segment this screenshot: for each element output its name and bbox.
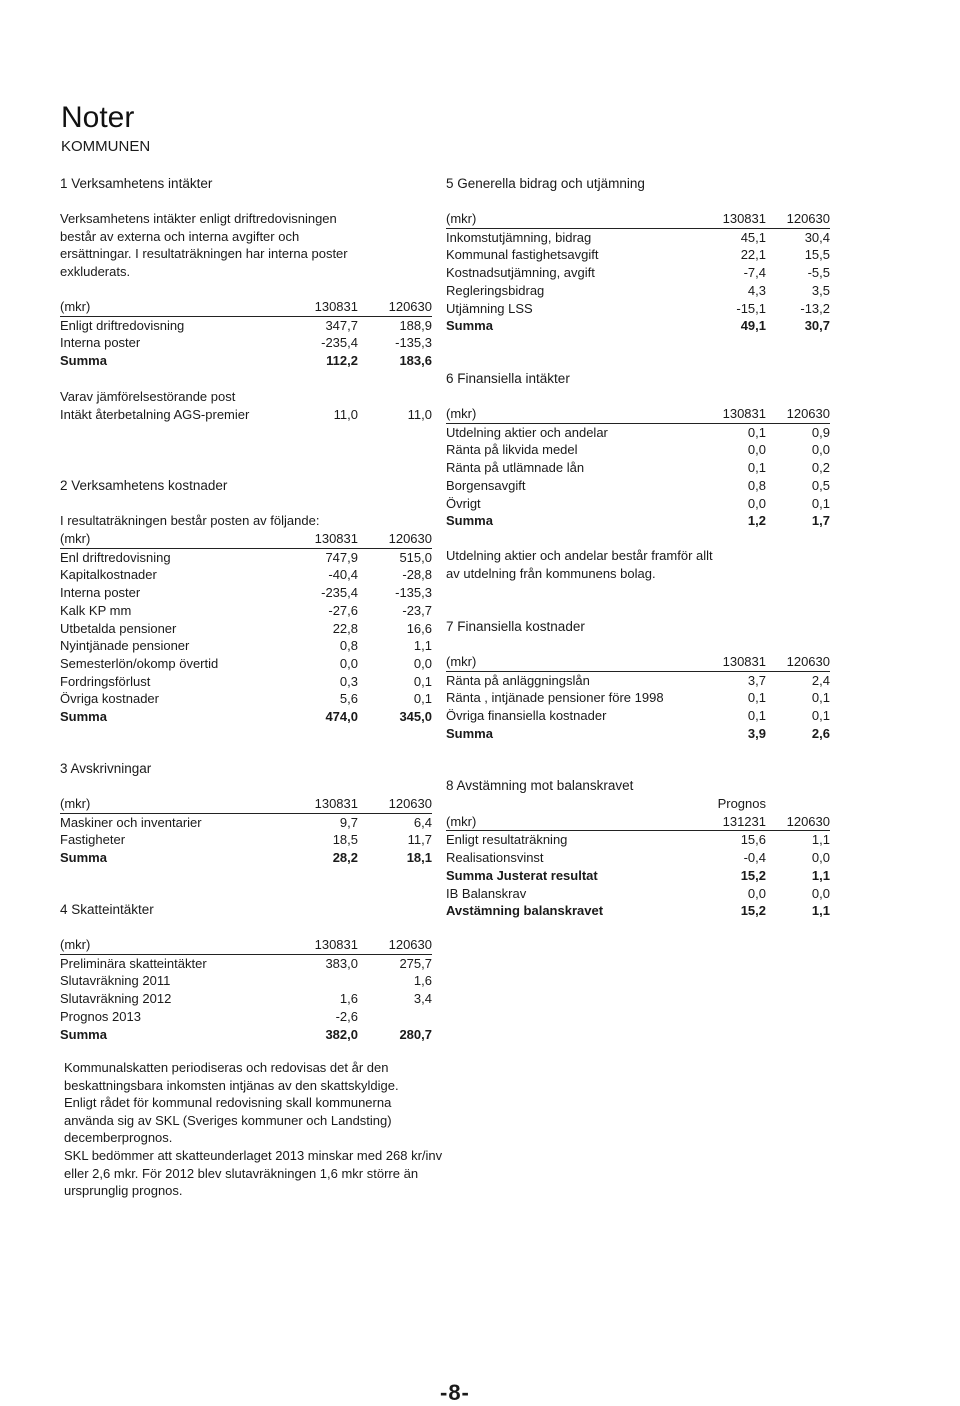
row-label: Kalk KP mm — [60, 602, 132, 618]
intro-line: exkluderats. — [60, 264, 131, 280]
row-value-1: 15,6 — [740, 832, 766, 848]
summa-label: Summa — [60, 709, 107, 725]
prognos-label: Prognos — [717, 796, 766, 811]
row-value-1: -2,6 — [335, 1008, 358, 1024]
row-value-1: 0,0 — [747, 495, 766, 511]
row-label: Enligt driftredovisning — [60, 317, 185, 333]
row-value-1: 347,7 — [325, 317, 358, 333]
row-value-2: 3,4 — [413, 991, 432, 1007]
table-header — [446, 405, 830, 423]
row-label: Ränta på utlämnade lån — [446, 460, 585, 476]
header-col-2: 120630 — [358, 530, 432, 548]
empty-cell — [766, 795, 830, 813]
row-value-2: 11,0 — [407, 406, 432, 422]
table-pre-header — [446, 795, 830, 813]
note-4 — [60, 901, 432, 919]
row-label: Utbetalda pensioner — [60, 620, 177, 636]
note-3-heading: 3 Avskrivningar — [60, 761, 152, 776]
row-value-1: -0,4 — [743, 850, 766, 866]
header-unit: (mkr) — [446, 813, 702, 831]
intro-line: består av externa och interna avgifter och — [60, 228, 300, 244]
header-col-2: 120630 — [358, 936, 432, 954]
note-3 — [60, 760, 432, 778]
row-label: Övrigt — [446, 495, 481, 511]
page-number: -8- — [440, 1380, 470, 1405]
note-8 — [446, 777, 830, 795]
row-label: Ränta , intjänade pensioner före 1998 — [446, 690, 664, 706]
row-label: Semesterlön/okomp övertid — [60, 655, 219, 671]
table-row — [446, 671, 830, 689]
summa-value-2: 345,0 — [399, 709, 432, 725]
row-value-1: 5,6 — [339, 691, 358, 707]
summa-value-1: 1,2 — [747, 513, 766, 529]
row-value-2: 1,6 — [413, 973, 432, 989]
intro-line: ersättningar. I resultaträkningen har interna poster — [60, 246, 348, 262]
summa-value-1: 382,0 — [325, 1026, 358, 1042]
table-row — [446, 902, 830, 920]
summa-value-2: 280,7 — [399, 1026, 432, 1042]
row-value-2: -23,7 — [402, 602, 432, 618]
row-value-1: 1,6 — [339, 991, 358, 1007]
row-value-1: -7,4 — [743, 265, 766, 281]
note-3-table — [60, 795, 432, 867]
row-value-1: 11,0 — [333, 406, 358, 422]
header-col-2: 120630 — [766, 813, 830, 831]
note-8-table — [446, 795, 830, 920]
row-label: Summa Justerat resultat — [446, 867, 598, 883]
row-label: Utdelning aktier och andelar — [446, 424, 608, 440]
row-value-2: 0,1 — [811, 690, 830, 706]
row-value-2: 0,1 — [413, 691, 432, 707]
summa-label: Summa — [60, 850, 107, 866]
row-value-2: 3,5 — [811, 282, 830, 298]
row-value-2: 16,6 — [406, 620, 432, 636]
table-row — [446, 831, 830, 849]
note-2-table — [60, 530, 432, 726]
row-value-1: 15,2 — [740, 903, 766, 919]
table-row — [446, 282, 830, 300]
table-row — [446, 441, 830, 459]
header-col-2: 120630 — [766, 405, 830, 423]
note-7 — [446, 618, 830, 636]
row-label: Slutavräkning 2012 — [60, 991, 172, 1007]
row-label: Ränta på anläggningslån — [446, 672, 590, 688]
note-line: av utdelning från kommunens bolag. — [446, 565, 656, 581]
row-value-1: 0,0 — [747, 885, 766, 901]
row-value-2: 1,1 — [811, 867, 830, 883]
note-1 — [60, 175, 432, 193]
row-label: Nyintjänade pensioner — [60, 638, 190, 654]
table-row — [446, 477, 830, 495]
table-row — [60, 972, 432, 990]
note-8-heading: 8 Avstämning mot balanskravet — [446, 778, 634, 793]
row-label: Ränta på likvida medel — [446, 442, 578, 458]
row-value-2: 2,4 — [811, 672, 830, 688]
row-value-2: 0,1 — [811, 708, 830, 724]
note-5-table — [446, 210, 830, 335]
note-2-heading: 2 Verksamhetens kostnader — [60, 478, 228, 493]
row-value-2: 0,0 — [811, 850, 830, 866]
row-value-2: 275,7 — [399, 955, 432, 971]
row-label: Fastigheter — [60, 832, 126, 848]
row-label: Prognos 2013 — [60, 1008, 141, 1024]
row-value-2: 0,9 — [811, 424, 830, 440]
summa-value-2: 1,7 — [811, 513, 830, 529]
table-header — [60, 530, 432, 548]
row-label: Slutavräkning 2011 — [60, 973, 171, 989]
intro-line: Verksamhetens intäkter enligt driftredovisningen — [60, 211, 337, 226]
note-4-heading: 4 Skatteintäkter — [60, 902, 154, 917]
row-label: Maskiner och inventarier — [60, 814, 202, 830]
note-4-table — [60, 936, 432, 1043]
table-row — [60, 655, 432, 673]
summa-row — [446, 512, 830, 530]
row-value-1: -235,4 — [321, 335, 358, 351]
footnote-line: ursprunglig prognos. — [64, 1183, 183, 1199]
table-row — [446, 264, 830, 282]
row-value-1: 0,3 — [339, 673, 358, 689]
table-row — [446, 867, 830, 885]
row-label: Utjämning LSS — [446, 300, 533, 316]
summa-row — [446, 317, 830, 335]
note-4-footnote — [64, 1059, 484, 1200]
row-value-1: 45,1 — [740, 229, 766, 245]
note-1-intro — [60, 210, 432, 281]
table-row — [446, 423, 830, 441]
table-row — [60, 566, 432, 584]
header-col-2: 120630 — [358, 795, 432, 813]
summa-value-2: 30,7 — [804, 318, 830, 334]
note-5-heading: 5 Generella bidrag och utjämning — [446, 176, 645, 191]
row-value-1: 4,3 — [747, 282, 766, 298]
row-value-1: 22,1 — [740, 247, 766, 263]
summa-value-2: 183,6 — [399, 353, 432, 369]
footnote-line: decemberprognos. — [64, 1130, 173, 1146]
intro-line: I resultaträkningen består posten av följande: — [60, 513, 320, 528]
row-label: Övriga finansiella kostnader — [446, 708, 607, 724]
row-value-1: -15,1 — [736, 300, 766, 316]
header-col-1: 130831 — [702, 405, 766, 423]
table-row — [60, 316, 432, 334]
row-value-1: 18,5 — [332, 832, 358, 848]
note-6 — [446, 370, 830, 388]
row-value-2: 515,0 — [399, 549, 432, 565]
row-value-2: 15,5 — [804, 247, 830, 263]
header-col-1: 130831 — [284, 795, 358, 813]
row-value-1: 22,8 — [332, 620, 358, 636]
row-value-1: -235,4 — [321, 585, 358, 601]
footnote-line: SKL bedömmer att skatteunderlaget 2013 minskar med 268 kr/inv — [64, 1147, 443, 1163]
note-5 — [446, 175, 830, 193]
table-row — [60, 673, 432, 691]
table-row — [60, 954, 432, 972]
page-subtitle: KOMMUNEN — [61, 138, 151, 155]
table-row — [446, 300, 830, 318]
summa-label: Summa — [60, 1026, 107, 1042]
row-value-2: 30,4 — [804, 229, 830, 245]
table-header — [60, 936, 432, 954]
summa-value-1: 3,9 — [747, 725, 766, 741]
row-value-1: 0,8 — [747, 477, 766, 493]
row-value-2: 188,9 — [399, 317, 432, 333]
row-value-1: 0,0 — [747, 442, 766, 458]
header-unit: (mkr) — [60, 530, 284, 548]
header-unit: (mkr) — [60, 936, 284, 954]
header-col-1: 130831 — [284, 936, 358, 954]
note-6-table — [446, 405, 830, 530]
header-col-1: 130831 — [702, 653, 766, 671]
table-header — [60, 298, 432, 316]
header-unit: (mkr) — [446, 405, 702, 423]
summa-row — [60, 849, 432, 867]
note-1-varav — [60, 388, 432, 423]
table-row — [60, 620, 432, 638]
row-value-2: 0,5 — [811, 477, 830, 493]
row-value-2: 0,0 — [811, 442, 830, 458]
table-header — [60, 795, 432, 813]
row-value-2: 0,0 — [811, 885, 830, 901]
footnote-line: Enligt rådet för kommunal redovisning skall kommunerna — [64, 1095, 392, 1111]
table-row — [60, 406, 432, 424]
table-row — [60, 637, 432, 655]
table-row — [60, 1008, 432, 1026]
row-value-2: -135,3 — [395, 585, 432, 601]
row-label: Fordringsförlust — [60, 673, 151, 689]
row-value-2: -13,2 — [800, 300, 830, 316]
row-label: Interna poster — [60, 335, 141, 351]
note-6-note — [446, 547, 830, 582]
table-row — [60, 602, 432, 620]
row-label: Övriga kostnader — [60, 691, 159, 707]
note-2 — [60, 477, 432, 495]
summa-row — [60, 1026, 432, 1044]
row-label: Preliminära skatteintäkter — [60, 955, 207, 971]
row-value-2: 1,1 — [413, 638, 432, 654]
summa-label: Summa — [446, 725, 493, 741]
row-value-2: 0,1 — [811, 495, 830, 511]
table-row — [446, 246, 830, 264]
table-row — [60, 334, 432, 352]
note-7-heading: 7 Finansiella kostnader — [446, 619, 585, 634]
header-col-2: 120630 — [358, 298, 432, 316]
row-value-1: 0,8 — [339, 638, 358, 654]
header-col-2: 120630 — [766, 653, 830, 671]
row-label: Realisationsvinst — [446, 850, 544, 866]
row-label: Borgensavgift — [446, 477, 526, 493]
summa-row — [60, 708, 432, 726]
row-label: Intäkt återbetalning AGS-premier — [60, 406, 250, 422]
footnote-line: använda sig av SKL (Sveriges kommuner och Landsting) — [64, 1112, 392, 1128]
table-row — [60, 813, 432, 831]
row-label: Kostnadsutjämning, avgift — [446, 265, 595, 281]
table-row — [60, 831, 432, 849]
row-value-1: 0,0 — [339, 655, 358, 671]
summa-value-1: 28,2 — [332, 850, 358, 866]
footnote-line: eller 2,6 mkr. För 2012 blev slutavräkningen 1,6 mkr större än — [64, 1165, 419, 1181]
row-value-2: 6,4 — [413, 814, 432, 830]
row-value-2: 1,1 — [811, 832, 830, 848]
note-1-table — [60, 298, 432, 370]
table-row — [446, 228, 830, 246]
header-unit: (mkr) — [446, 210, 702, 228]
table-header — [446, 210, 830, 228]
footnote-line: Kommunalskatten periodiseras och redovisas det år den — [64, 1060, 389, 1075]
table-row — [446, 885, 830, 903]
header-unit: (mkr) — [60, 298, 284, 316]
row-value-1: -27,6 — [328, 602, 358, 618]
summa-label: Summa — [60, 353, 107, 369]
table-row — [60, 690, 432, 708]
row-value-1: 9,7 — [339, 814, 358, 830]
row-value-2: 0,2 — [811, 460, 830, 476]
row-value-1: -40,4 — [328, 567, 358, 583]
header-col-2: 120630 — [766, 210, 830, 228]
row-value-2: -28,8 — [402, 567, 432, 583]
header-col-1: 131231 — [702, 813, 766, 831]
note-2-intro — [60, 512, 432, 530]
table-header — [446, 813, 830, 831]
row-label: Kapitalkostnader — [60, 567, 157, 583]
summa-value-1: 112,2 — [326, 353, 358, 369]
row-value-2: -5,5 — [807, 265, 830, 281]
row-value-1: 747,9 — [325, 549, 358, 565]
row-label: IB Balanskrav — [446, 885, 527, 901]
summa-label: Summa — [446, 318, 493, 334]
summa-row — [60, 352, 432, 370]
row-value-1: 0,1 — [747, 708, 766, 724]
row-value-2: 11,7 — [407, 832, 432, 848]
empty-cell — [446, 795, 702, 813]
row-label: Enl driftredovisning — [60, 549, 171, 565]
row-label: Regleringsbidrag — [446, 282, 545, 298]
row-value-1: 15,2 — [740, 867, 766, 883]
note-line: Utdelning aktier och andelar består framför allt — [446, 548, 713, 563]
summa-value-2: 18,1 — [406, 850, 432, 866]
table-row — [60, 548, 432, 566]
table-header — [446, 653, 830, 671]
header-unit: (mkr) — [446, 653, 702, 671]
row-value-1: 0,1 — [747, 690, 766, 706]
table-row — [446, 689, 830, 707]
table-row — [60, 584, 432, 602]
note-7-table — [446, 653, 830, 743]
row-value-2: -135,3 — [395, 335, 432, 351]
footnote-line: beskattningsbara inkomsten intjänas av den skattskyldige. — [64, 1077, 399, 1093]
note-6-heading: 6 Finansiella intäkter — [446, 371, 570, 386]
header-col-1: 130831 — [284, 298, 358, 316]
table-row — [60, 990, 432, 1008]
row-label: Interna poster — [60, 585, 141, 601]
row-value-1: 3,7 — [747, 672, 766, 688]
summa-value-1: 474,0 — [325, 709, 358, 725]
header-col-1: 130831 — [702, 210, 766, 228]
summa-value-2: 2,6 — [811, 725, 830, 741]
page-title: Noter — [61, 101, 135, 134]
row-label: Avstämning balanskravet — [446, 903, 604, 919]
header-unit: (mkr) — [60, 795, 284, 813]
row-label: Inkomstutjämning, bidrag — [446, 229, 592, 245]
header-col-1: 130831 — [284, 530, 358, 548]
table-row — [446, 849, 830, 867]
row-value-1 — [284, 972, 358, 990]
note-1-heading: 1 Verksamhetens intäkter — [60, 176, 213, 191]
row-value-2 — [358, 1008, 432, 1026]
row-value-1: 0,1 — [747, 424, 766, 440]
row-value-2: 0,1 — [413, 673, 432, 689]
row-value-1: 383,0 — [325, 955, 358, 971]
row-label: Kommunal fastighetsavgift — [446, 247, 599, 263]
table-row — [446, 495, 830, 513]
summa-row — [446, 725, 830, 743]
row-label: Enligt resultaträkning — [446, 832, 568, 848]
summa-label: Summa — [446, 513, 493, 529]
table-row — [446, 459, 830, 477]
row-value-2: 0,0 — [413, 655, 432, 671]
row-value-2: 1,1 — [811, 903, 830, 919]
varav-heading: Varav jämförelsestörande post — [60, 389, 236, 404]
table-row — [446, 707, 830, 725]
summa-value-1: 49,1 — [740, 318, 766, 334]
row-value-1: 0,1 — [747, 460, 766, 476]
